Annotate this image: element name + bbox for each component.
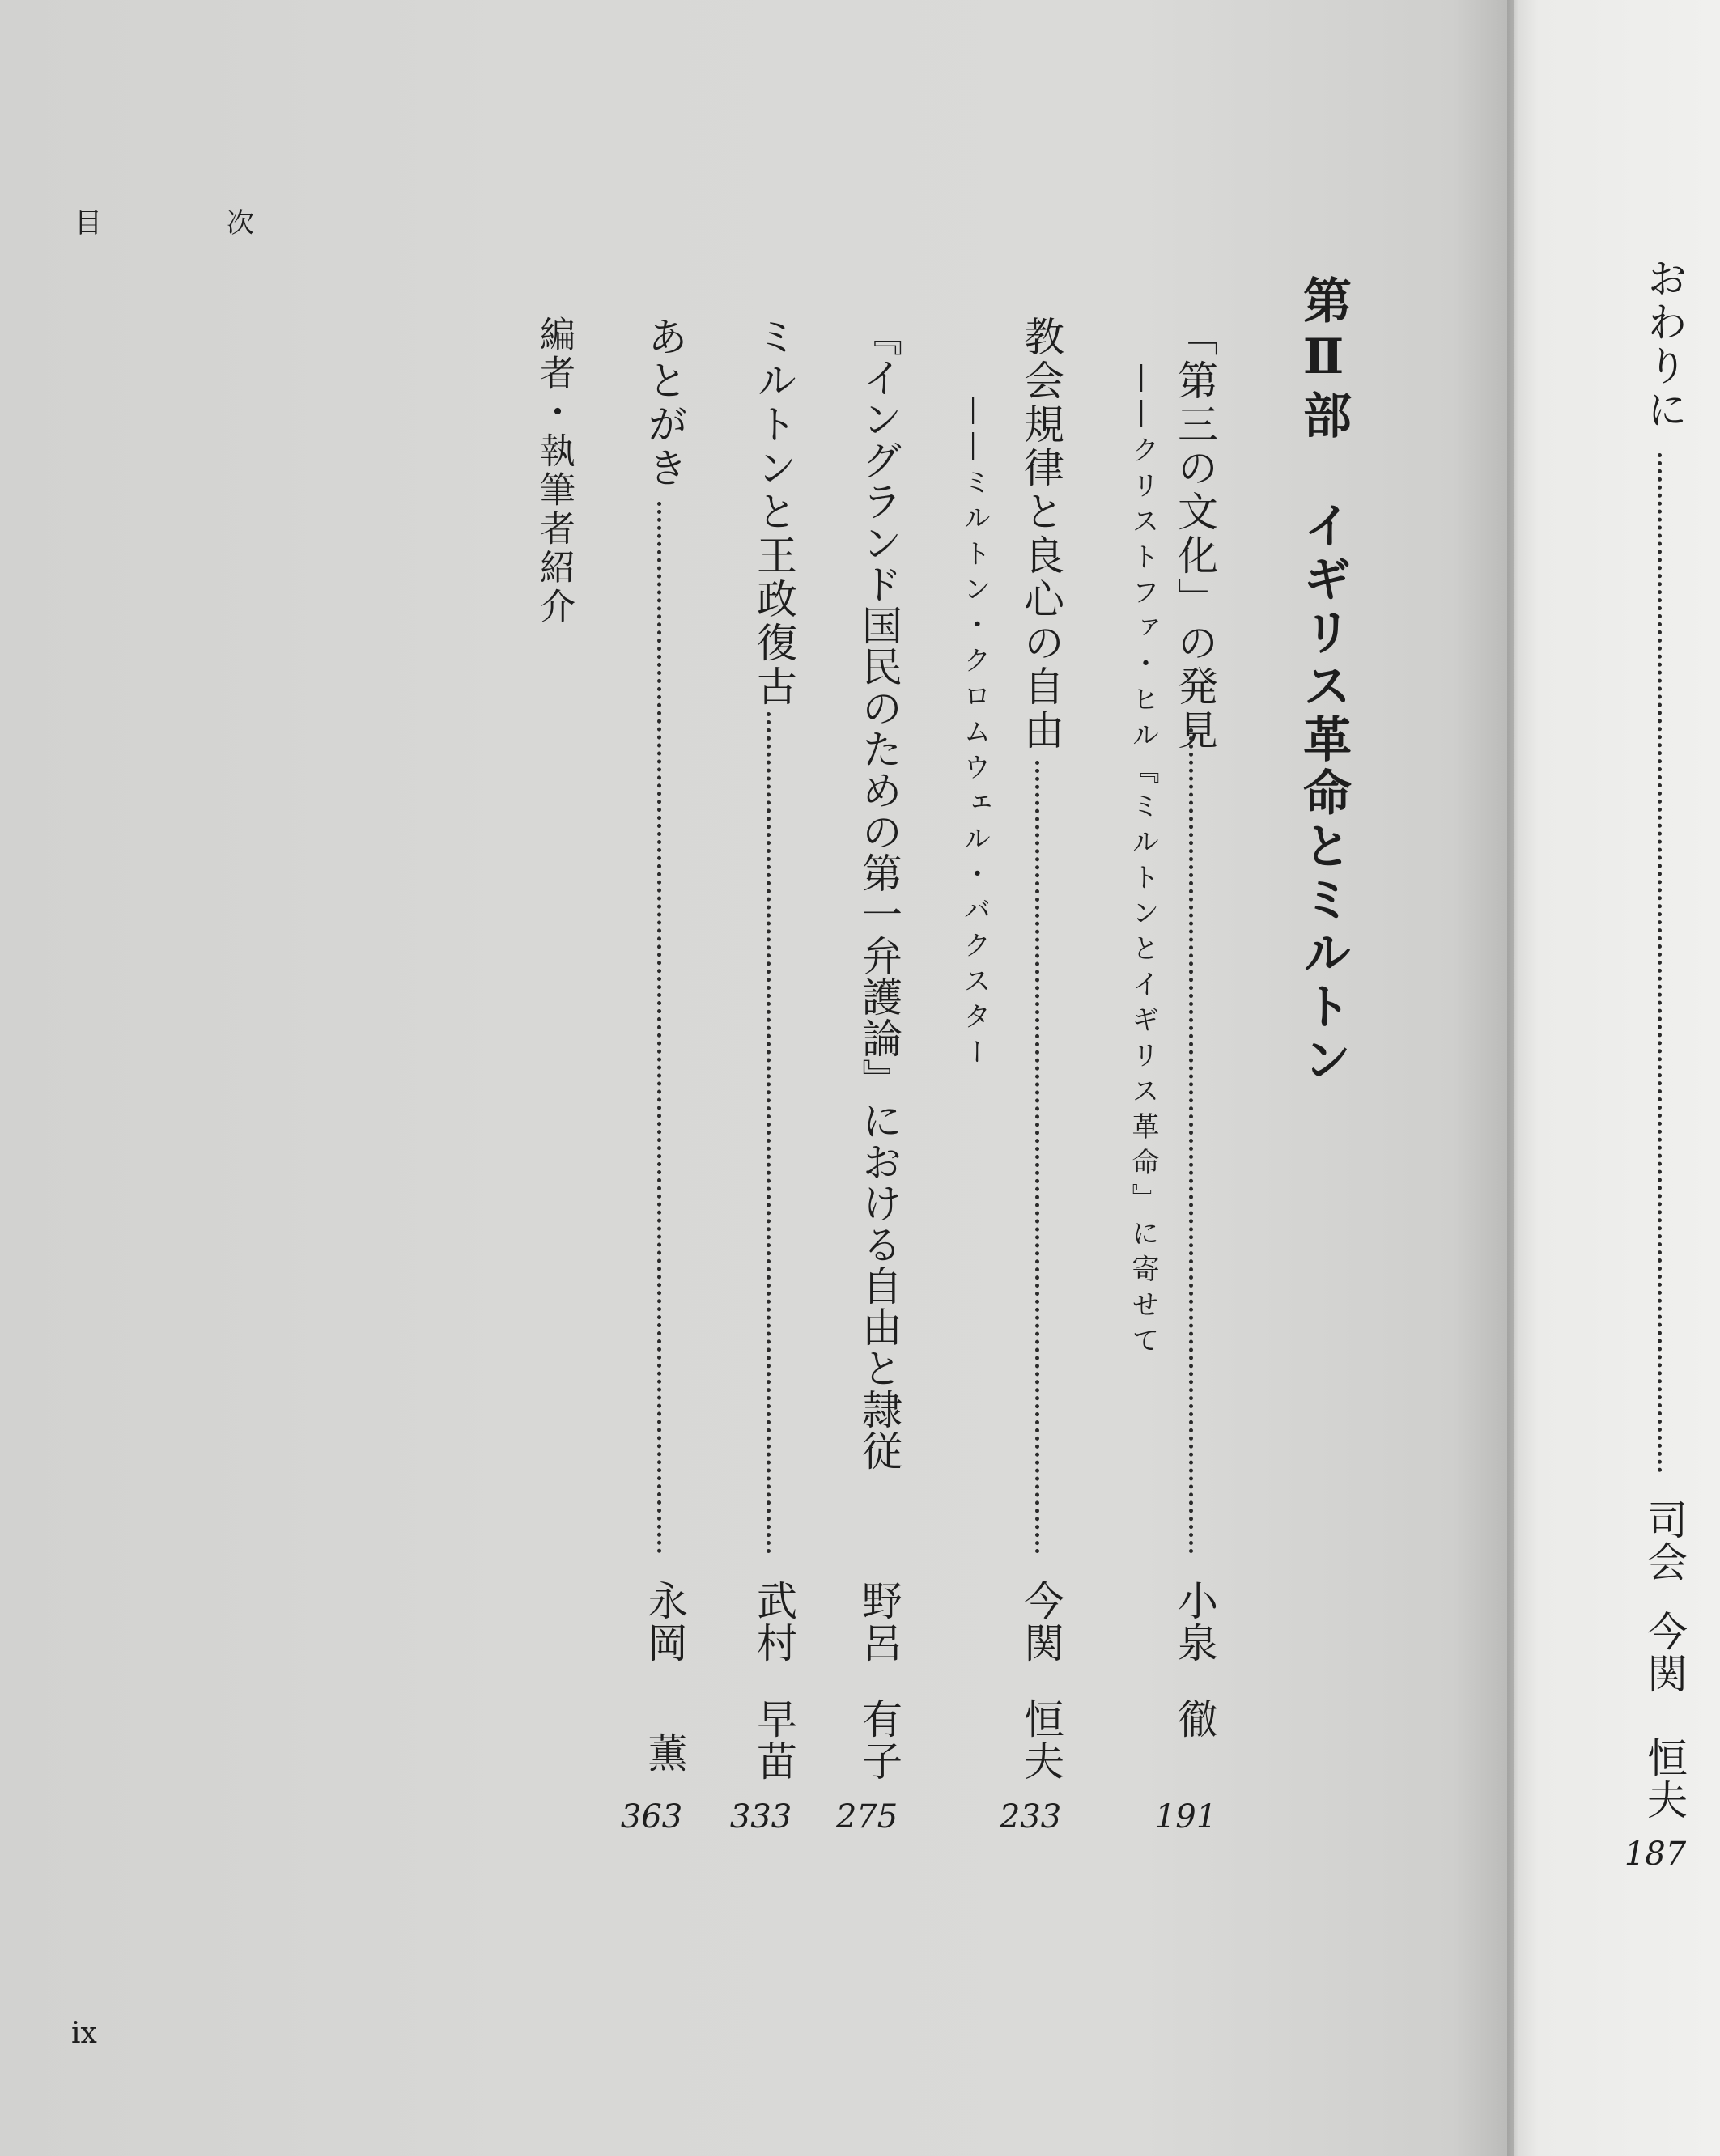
entry-author: 野呂有子 bbox=[856, 1580, 902, 1782]
entry-subtitle: ――ミルトン・クロムウェル・バクスター bbox=[958, 397, 991, 1073]
entry-author: 武村早苗 bbox=[750, 1580, 797, 1782]
entry-page-number: 233 bbox=[999, 1798, 1062, 1836]
entry-title-owarini: おわりに bbox=[1641, 257, 1688, 432]
entry-author: 今関 恒夫 bbox=[1641, 1611, 1688, 1821]
entry-title: 教会規律と良心の自由 bbox=[1017, 316, 1064, 753]
entry-title: 『イングランド国民のための第一弁護論』における自由と隷従 bbox=[856, 316, 902, 1471]
dotted-leader bbox=[1035, 761, 1039, 1554]
page-number: ix bbox=[71, 2017, 97, 2050]
entry-subtitle: ――クリストファ・ヒル『ミルトンとイギリス革命』に寄せて bbox=[1127, 364, 1159, 1361]
dotted-leader bbox=[1189, 728, 1193, 1554]
entry-role: 司会 bbox=[1641, 1499, 1688, 1583]
entry-page-number: 333 bbox=[729, 1798, 792, 1836]
entry-author: 小泉徹 bbox=[1171, 1580, 1218, 1740]
dotted-leader bbox=[767, 712, 771, 1554]
part-heading bbox=[1289, 275, 1358, 1088]
book-gutter bbox=[1507, 0, 1518, 2156]
entry-page-number: 191 bbox=[1154, 1798, 1217, 1836]
entry-author: 永岡薫 bbox=[641, 1580, 688, 1774]
entry-page-number: 363 bbox=[620, 1798, 683, 1836]
entry-title: 「第三の文化」の発見 bbox=[1171, 316, 1218, 753]
entry-page-number: 187 bbox=[1624, 1836, 1687, 1873]
entry-title: ミルトンと王政復古 bbox=[750, 316, 797, 709]
entry-author: 今関恒夫 bbox=[1017, 1580, 1064, 1782]
part-label: 第Ⅱ部 bbox=[1295, 275, 1352, 444]
entry-title: 編者・執筆者紹介 bbox=[533, 316, 575, 626]
entry-title: あとがき bbox=[641, 316, 688, 490]
entry-page-number: 275 bbox=[835, 1798, 898, 1836]
part-title: イギリス革命とミルトン bbox=[1295, 500, 1352, 1088]
dotted-leader bbox=[1658, 453, 1662, 1473]
dotted-leader bbox=[657, 502, 661, 1554]
running-head: 目 次 bbox=[74, 207, 303, 240]
